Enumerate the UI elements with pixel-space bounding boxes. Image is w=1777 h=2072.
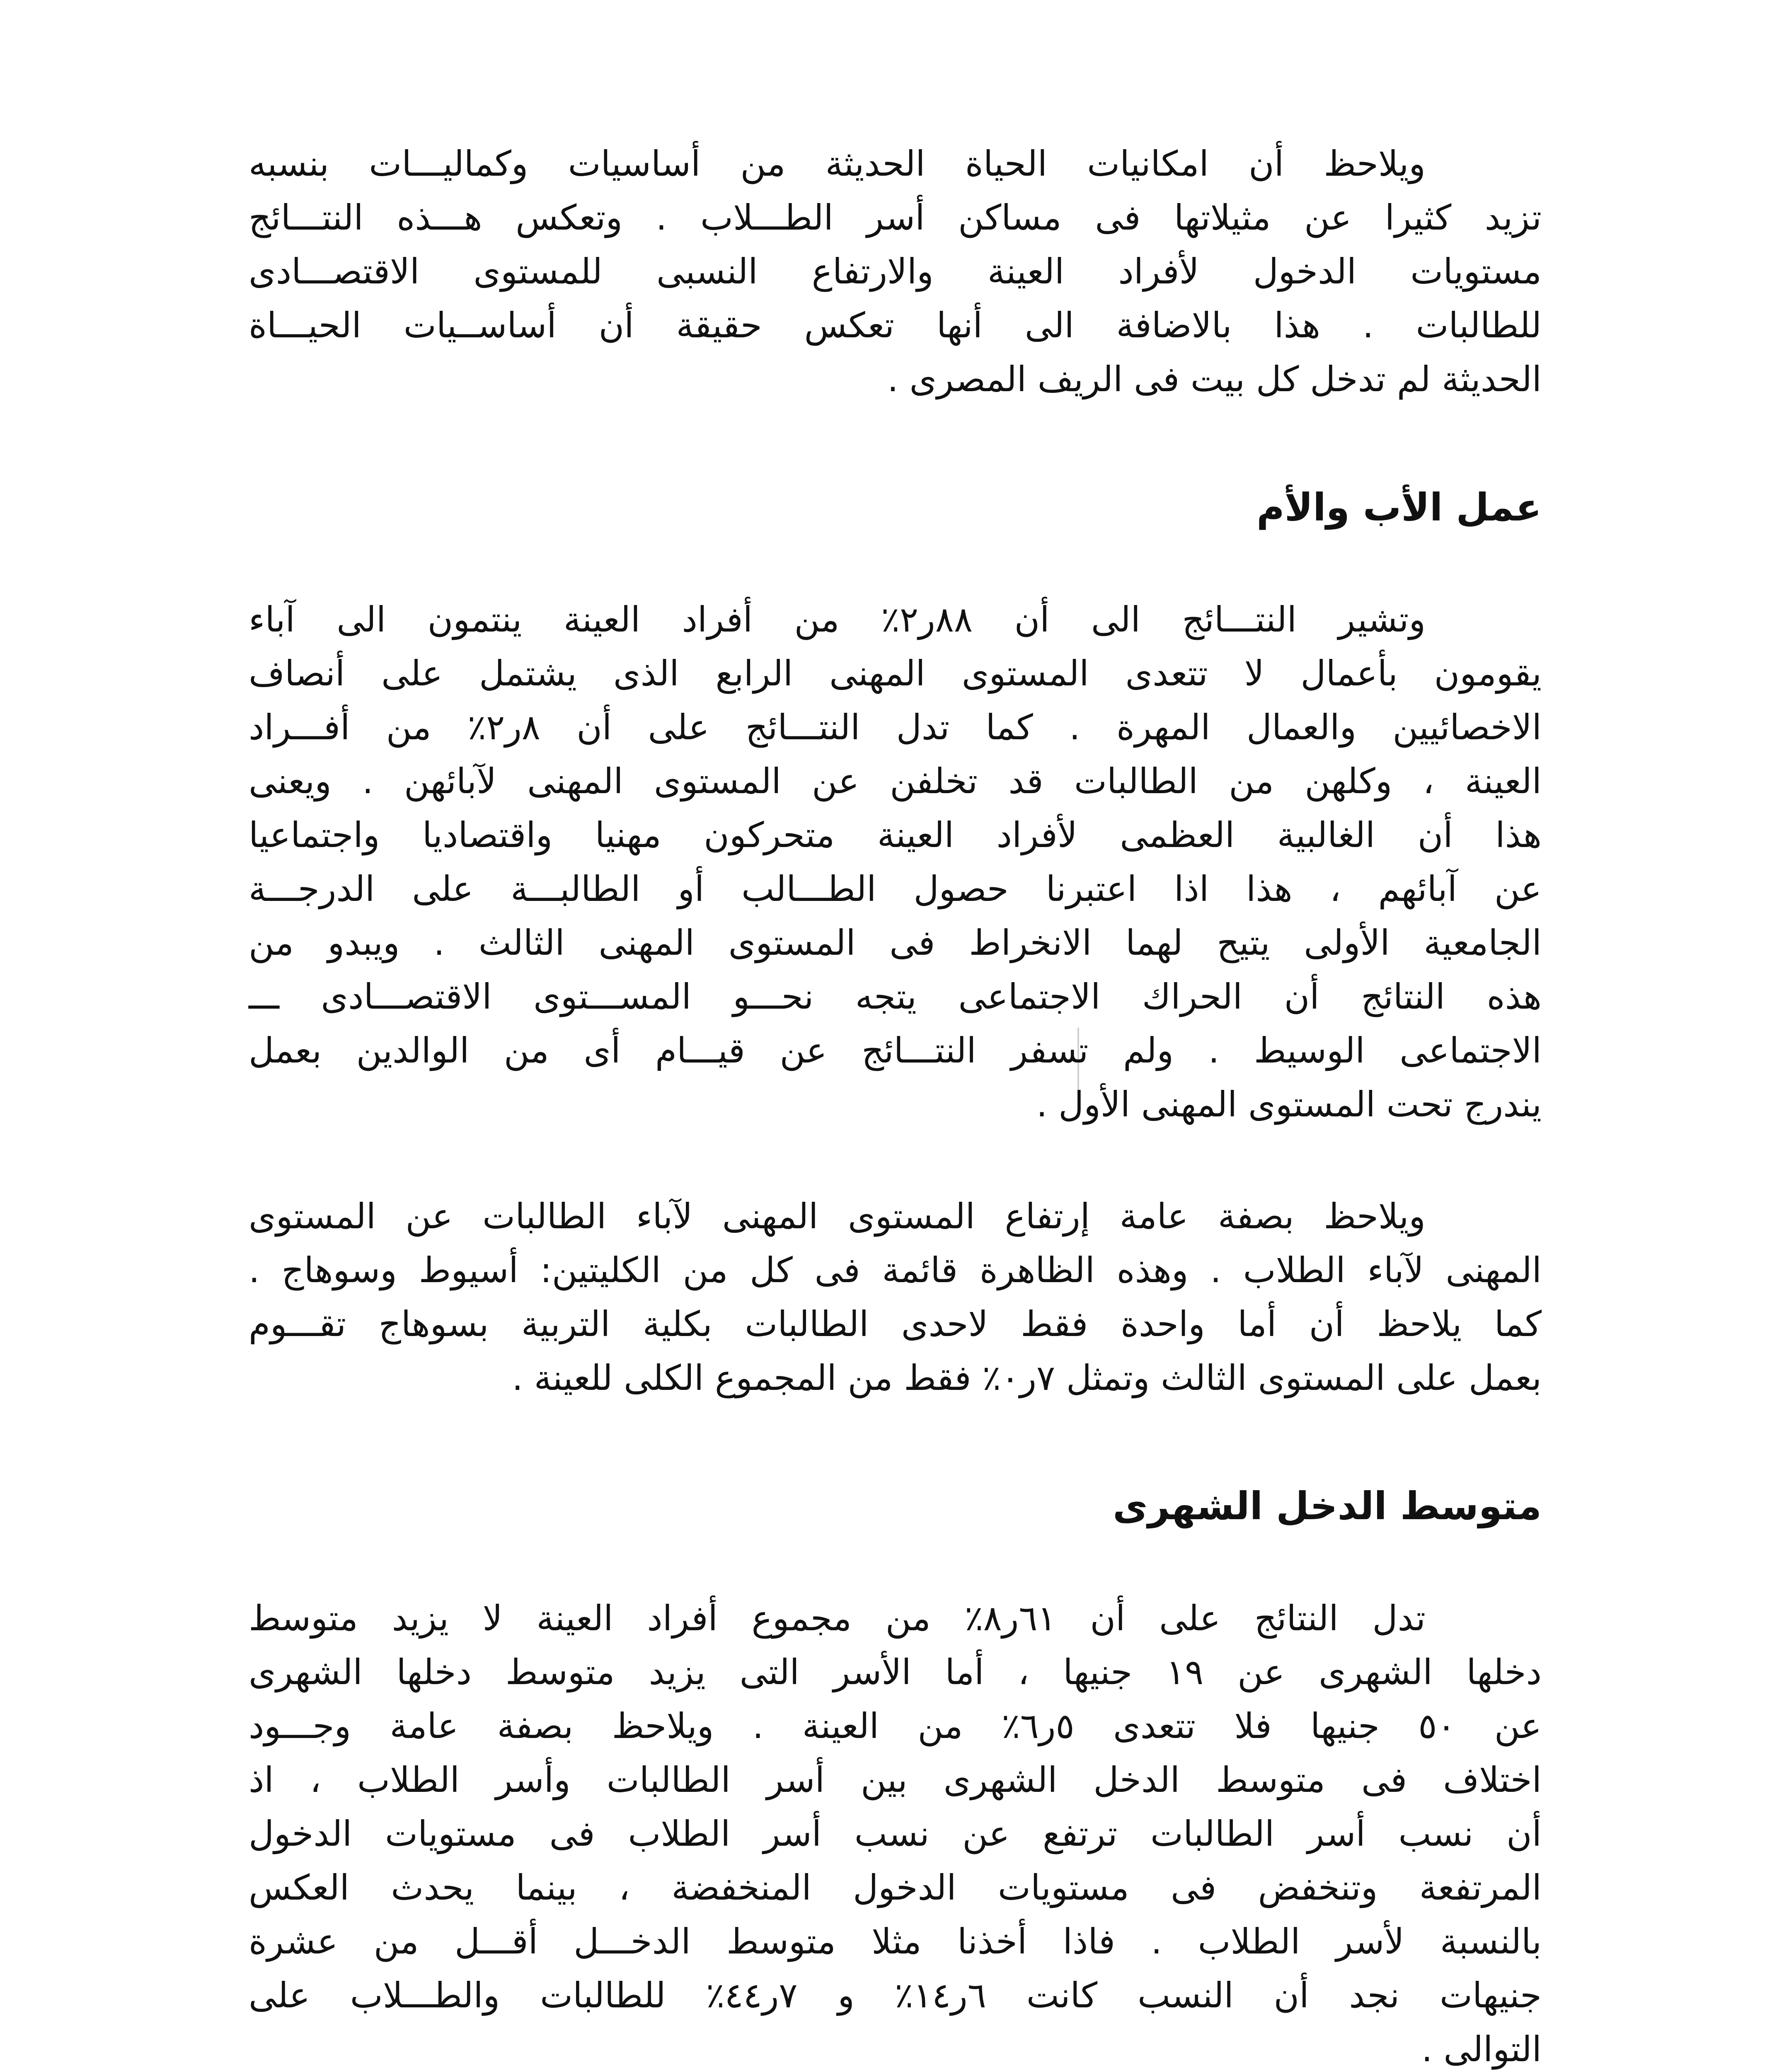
text-line: كما يلاحظ أن أما واحدة فقط لاحدى الطالبات بكلية التربية بسوهاج تقـــوم xyxy=(249,1304,1542,1344)
text-line: المهنى لآباء الطلاب . وهذه الظاهرة قائمة فى كل من الكليتين: أسيوط وسوهاج . xyxy=(249,1250,1542,1290)
text-line: جنيهات نجد أن النسب كانت ٦ر١٤٪ و ٧ر٤٤٪ للطالبات والطـــلاب على xyxy=(249,1975,1542,2016)
text-line: الحديثة لم تدخل كل بيت فى الريف المصرى . xyxy=(887,359,1542,399)
text-line: اختلاف فى متوسط الدخل الشهرى بين أسر الطالبات وأسر الطلاب ، اذ xyxy=(249,1760,1542,1800)
text-line: وتشير النتـــائج الى أن ٨٨ر٢٪ من أفراد العينة ينتمون الى آباء xyxy=(249,599,1426,640)
text-line: عن ٥٠ جنيها فلا تتعدى ٥ر٦٪ من العينة . ويلاحظ بصفة عامة وجـــود xyxy=(249,1706,1542,1746)
paragraph-parents-occupation xyxy=(249,593,1542,1131)
text-line: ويلاحظ بصفة عامة إرتفاع المستوى المهنى لآباء الطالبات عن المستوى xyxy=(249,1196,1426,1237)
text-line: يقومون بأعمال لا تتعدى المستوى المهنى الرابع الذى يشتمل على أنصاف xyxy=(249,653,1542,694)
text-line: العينة ، وكلهن من الطالبات قد تخلفن عن المستوى المهنى لآبائهن . ويعنى xyxy=(249,761,1542,801)
text-line: مستويات الدخول لأفراد العينة والارتفاع النسبى للمستوى الاقتصـــادى xyxy=(249,251,1542,292)
text-line: الجامعية الأولى يتيح لهما الانخراط فى المستوى المهنى الثالث . ويبدو من xyxy=(249,922,1542,963)
text-line: يندرج تحت المستوى المهنى الأول . xyxy=(1036,1084,1542,1125)
text-line: التوالى . xyxy=(1421,2029,1542,2070)
page-content xyxy=(249,137,1542,2072)
section-heading-parents-work: عمل الأب والأم xyxy=(1256,485,1542,530)
text-line: أن نسب أسر الطالبات ترتفع عن نسب أسر الطلاب فى مستويات الدخول xyxy=(249,1813,1542,1854)
text-line: ويلاحظ أن امكانيات الحياة الحديثة من أساسيات وكماليـــات بنسبه xyxy=(249,143,1426,184)
text-line: بالنسبة لأسر الطلاب . فاذا أخذنا مثلا متوسط الدخـــل أقـــل من عشرة xyxy=(249,1921,1542,1962)
paragraph-fathers-level-comparison xyxy=(249,1189,1542,1405)
text-line: المرتفعة وتنخفض فى مستويات الدخول المنخفضة ، بينما يحدث العكس xyxy=(249,1867,1542,1908)
text-line: بعمل على المستوى الثالث وتمثل ٧ر٠٪ فقط من المجموع الكلى للعينة . xyxy=(512,1358,1542,1398)
text-line: دخلها الشهرى عن ١٩ جنيها ، أما الأسر التى يزيد متوسط دخلها الشهرى xyxy=(249,1652,1542,1692)
text-line: هذا أن الغالبية العظمى لأفراد العينة متحركون مهنيا واقتصاديا واجتماعيا xyxy=(249,815,1542,855)
section-heading-monthly-income: متوسط الدخل الشهرى xyxy=(1113,1484,1542,1528)
text-line: هذه النتائج أن الحراك الاجتماعى يتجه نحـــو المســـتوى الاقتصـــادى ـــ xyxy=(249,976,1542,1017)
text-line: تزيد كثيرا عن مثيلاتها فى مساكن أسر الطـــلاب . وتعكس هـــذه النتـــائج xyxy=(249,197,1542,238)
text-line: للطالبات . هذا بالاضافة الى أنها تعكس حقيقة أن أساســيات الحيـــاة xyxy=(249,305,1542,346)
text-line: الاجتماعى الوسيط . ولم تسفر النتـــائج عن قيـــام أى من الوالدين بعمل xyxy=(249,1030,1542,1071)
text-line: عن آبائهم ، هذا اذا اعتبرنا حصول الطـــالب أو الطالبـــة على الدرجـــة xyxy=(249,869,1542,909)
text-line: الاخصائيين والعمال المهرة . كما تدل النتـــائج على أن ٨ر٢٪ من أفـــراد xyxy=(249,707,1542,748)
paragraph-modern-life-amenities xyxy=(249,137,1542,406)
text-line: تدل النتائج على أن ٦١ر٨٪ من مجموع أفراد العينة لا يزيد متوسط xyxy=(249,1598,1426,1639)
paragraph-monthly-income xyxy=(249,1591,1542,2072)
